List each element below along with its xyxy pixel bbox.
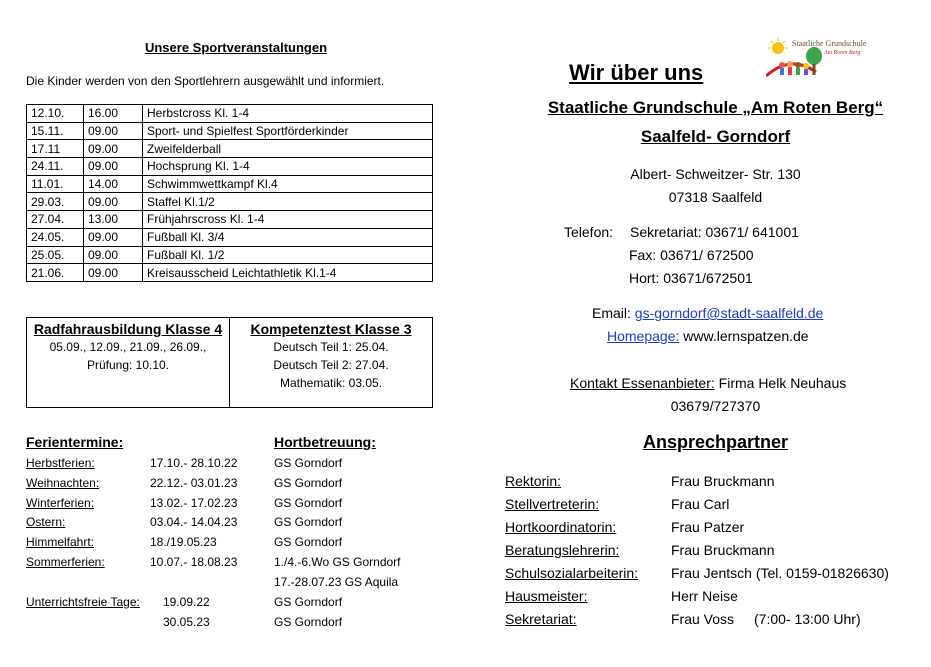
ufrei-date: 19.09.22 bbox=[163, 595, 210, 609]
contact-name: Frau Carl bbox=[671, 496, 730, 512]
email-label: Email: bbox=[592, 305, 631, 321]
radfahr-title: Radfahrausbildung Klasse 4 bbox=[33, 321, 223, 337]
ferien-name: Herbstferien: bbox=[26, 456, 95, 470]
radfahr-pruefung: Prüfung: 10.10. bbox=[86, 358, 170, 372]
event-name: Sport- und Spielfest Sportförderkinder bbox=[143, 122, 433, 140]
ferien-name: Sommerferien: bbox=[26, 555, 105, 569]
logo-text-1: Staatliche Grundschule bbox=[792, 39, 867, 48]
event-time: 09.00 bbox=[84, 264, 143, 282]
hort-header: Hortbetreuung: bbox=[274, 434, 376, 450]
ferien-dates: 18./19.05.23 bbox=[150, 535, 217, 550]
hort-phone: Hort: 03671/672501 bbox=[629, 270, 753, 286]
sekretariat-phone: Sekretariat: 03671/ 641001 bbox=[630, 224, 799, 240]
ferien-hort: GS Gorndorf bbox=[274, 535, 343, 550]
event-time: 09.00 bbox=[84, 246, 143, 264]
contact-name: Frau Voss bbox=[671, 611, 735, 627]
event-time: 13.00 bbox=[84, 211, 143, 229]
event-date: 24.11. bbox=[27, 158, 84, 176]
sport-event-row bbox=[27, 193, 433, 211]
ferien-name: Winterferien: bbox=[26, 495, 95, 510]
event-date: 25.05. bbox=[27, 246, 84, 264]
event-name: Hochsprung Kl. 1-4 bbox=[143, 158, 433, 176]
essen-line bbox=[570, 375, 846, 391]
ferien-dates: 17.10.- 28.10.22 bbox=[150, 456, 238, 470]
event-time: 09.00 bbox=[84, 122, 143, 140]
sekretariat-hours: (7:00- 13:00 Uhr) bbox=[754, 611, 861, 627]
radfahr-box bbox=[27, 320, 229, 374]
sport-intro: Die Kinder werden von den Sportlehrern ausgewählt und informiert. bbox=[26, 74, 385, 88]
ferien-dates: 10.07.- 18.08.23 bbox=[150, 555, 238, 569]
contact-name: Frau Bruckmann bbox=[671, 542, 775, 558]
ufrei-hort: GS Gorndorf bbox=[274, 595, 343, 609]
event-date: 17.11 bbox=[27, 140, 84, 158]
ferien-hort: GS Gorndorf bbox=[274, 515, 343, 530]
ferien-name: Ostern: bbox=[26, 515, 66, 530]
contact-role: Beratungslehrerin: bbox=[505, 542, 620, 558]
page-heading: Wir über uns bbox=[569, 60, 704, 85]
kompetenz-line3: Mathematik: 03.05. bbox=[279, 376, 383, 390]
ufrei-hort: GS Gorndorf bbox=[274, 615, 343, 629]
email-line bbox=[592, 305, 823, 321]
event-name: Fußball Kl. 1/2 bbox=[143, 246, 433, 264]
event-name: Zweifelderball bbox=[143, 140, 433, 158]
essen-label: Kontakt Essenanbieter: bbox=[570, 375, 715, 391]
sport-event-row bbox=[27, 228, 433, 246]
sport-event-row bbox=[27, 246, 433, 264]
email-link[interactable]: gs-gorndorf@stadt-saalfeld.de bbox=[634, 305, 824, 321]
event-time: 09.00 bbox=[84, 158, 143, 176]
event-name: Frühjahrscross Kl. 1-4 bbox=[143, 211, 433, 229]
contact-name: Herr Neise bbox=[671, 588, 738, 604]
unterrichtsfrei-label: Unterrichtsfreie Tage: bbox=[26, 595, 140, 609]
kompetenz-line2: Deutsch Teil 2: 27.04. bbox=[273, 358, 389, 372]
event-date: 12.10. bbox=[27, 105, 84, 123]
contact-name: Frau Bruckmann bbox=[671, 473, 775, 489]
fax: Fax: 03671/ 672500 bbox=[629, 247, 754, 263]
ferien-name: Himmelfahrt: bbox=[26, 535, 95, 550]
event-date: 11.01. bbox=[27, 175, 84, 193]
kompetenz-line1: Deutsch Teil 1: 25.04. bbox=[273, 340, 389, 354]
logo-text-2: Am Roten Berg bbox=[824, 50, 861, 56]
sport-title: Unsere Sportveranstaltungen bbox=[144, 40, 328, 55]
telefon-label: Telefon: bbox=[564, 224, 614, 240]
contact-role: Schulsozialarbeiterin: bbox=[505, 565, 639, 581]
school-place: Saalfeld- Gorndorf bbox=[640, 127, 791, 146]
sport-event-row bbox=[27, 122, 433, 140]
event-name: Schwimmwettkampf Kl.4 bbox=[143, 175, 433, 193]
sport-event-row bbox=[27, 105, 433, 123]
school-logo bbox=[766, 38, 866, 80]
sport-event-row bbox=[27, 175, 433, 193]
event-time: 14.00 bbox=[84, 175, 143, 193]
school-name: Staatliche Grundschule „Am Roten Berg“ bbox=[547, 98, 884, 117]
contact-role: Stellvertreterin: bbox=[505, 496, 600, 512]
contact-name: Frau Patzer bbox=[671, 519, 745, 535]
homepage-label-link[interactable]: Homepage: bbox=[607, 328, 680, 344]
contact-role: Hortkoordinatorin: bbox=[505, 519, 617, 535]
contact-role: Sekretariat: bbox=[505, 611, 577, 627]
contact-role: Rektorin: bbox=[505, 473, 562, 489]
radfahr-dates: 05.09., 12.09., 21.09., 26.09., bbox=[49, 340, 207, 354]
ferien-hort: GS Gorndorf bbox=[274, 456, 343, 470]
event-name: Kreisausscheid Leichtathletik Kl.1-4 bbox=[143, 264, 433, 282]
essen-phone: 03679/727370 bbox=[670, 398, 761, 414]
sommer-hort-2: 17.-28.07.23 GS Aquila bbox=[274, 575, 399, 589]
contact-name: Frau Jentsch (Tel. 0159-01826630) bbox=[671, 565, 889, 581]
ufrei-date: 30.05.23 bbox=[163, 615, 210, 629]
sport-event-row bbox=[27, 211, 433, 229]
event-date: 21.06. bbox=[27, 264, 84, 282]
essen-value: Firma Helk Neuhaus bbox=[718, 375, 847, 391]
event-time: 09.00 bbox=[84, 193, 143, 211]
address-city: 07318 Saalfeld bbox=[668, 189, 763, 205]
sun-icon bbox=[772, 42, 784, 54]
ferien-header: Ferientermine: bbox=[26, 434, 124, 450]
kompetenz-box bbox=[230, 320, 432, 392]
ferien-hort: 1./4.-6.Wo GS Gorndorf bbox=[274, 555, 401, 569]
sport-event-row bbox=[27, 264, 433, 282]
tree-icon bbox=[806, 47, 822, 65]
event-date: 15.11. bbox=[27, 122, 84, 140]
ferien-name: Weihnachten: bbox=[26, 475, 100, 490]
ferien-dates: 22.12.- 03.01.23 bbox=[150, 475, 238, 490]
event-name: Herbstcross Kl. 1-4 bbox=[143, 105, 433, 123]
contact-role: Hausmeister: bbox=[505, 588, 588, 604]
ferien-dates: 03.04.- 14.04.23 bbox=[150, 515, 238, 530]
homepage-line bbox=[607, 328, 809, 344]
sport-events-table bbox=[26, 104, 433, 282]
ferien-hort: GS Gorndorf bbox=[274, 495, 343, 510]
homepage-url[interactable]: www.lernspatzen.de bbox=[683, 328, 809, 344]
info-boxes bbox=[26, 317, 433, 408]
ferien-dates: 13.02.- 17.02.23 bbox=[150, 495, 238, 510]
sport-event-row bbox=[27, 140, 433, 158]
event-time: 09.00 bbox=[84, 140, 143, 158]
ferien-hort: GS Gorndorf bbox=[274, 475, 343, 490]
sport-event-row bbox=[27, 158, 433, 176]
event-name: Staffel Kl.1/2 bbox=[143, 193, 433, 211]
event-time: 16.00 bbox=[84, 105, 143, 123]
event-time: 09.00 bbox=[84, 228, 143, 246]
kompetenz-title: Kompetenztest Klasse 3 bbox=[250, 321, 412, 337]
event-date: 29.03. bbox=[27, 193, 84, 211]
address-street: Albert- Schweitzer- Str. 130 bbox=[630, 166, 801, 182]
event-name: Fußball Kl. 3/4 bbox=[143, 228, 433, 246]
event-date: 24.05. bbox=[27, 228, 84, 246]
ansprech-title: Ansprechpartner bbox=[642, 432, 789, 452]
event-date: 27.04. bbox=[27, 211, 84, 229]
